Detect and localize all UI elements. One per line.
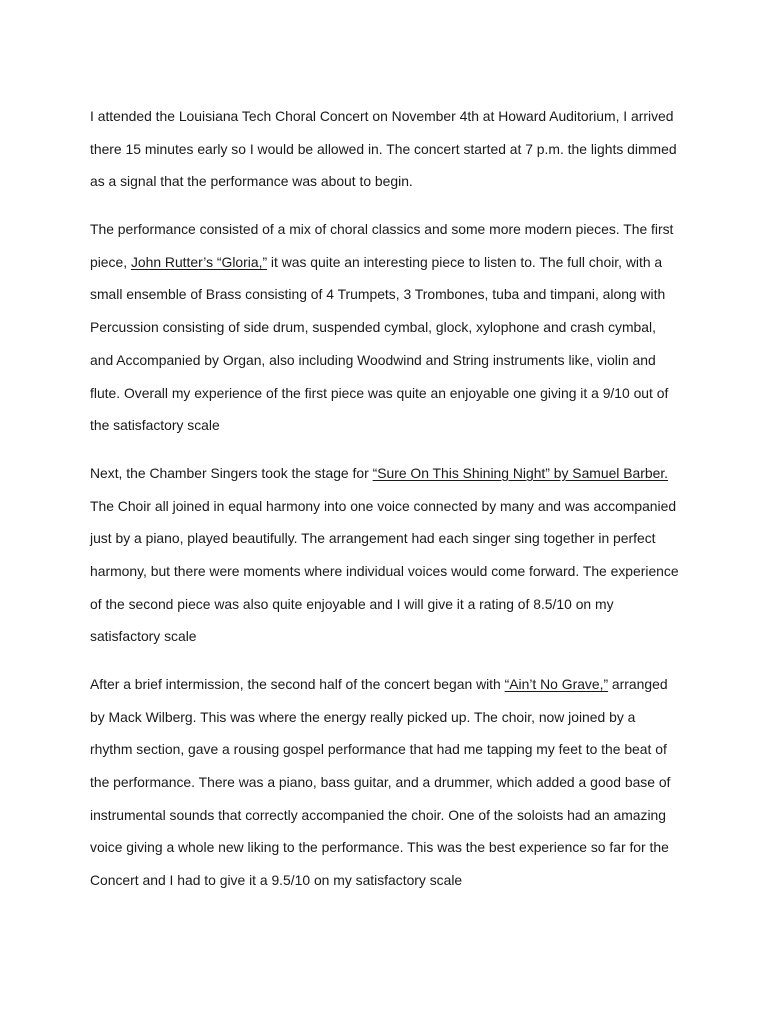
text-line	[90, 588, 690, 621]
text-line	[90, 165, 690, 198]
text-run: voice giving a whole new liking to the performance. This was the best experience so far for the	[90, 839, 669, 856]
document-body	[90, 100, 690, 912]
text-line	[90, 377, 690, 410]
text-line	[90, 555, 690, 588]
text-line	[90, 522, 690, 555]
text-run: the performance. There was a piano, bass guitar, and a drummer, which added a good base of	[90, 774, 671, 791]
text-run: there 15 minutes early so I would be allowed in. The concert started at 7 p.m. the lights dimmed	[90, 140, 677, 157]
text-line	[90, 766, 690, 799]
underlined-title: “Sure On This Shining Night” by Samuel Barber.	[372, 464, 669, 481]
text-run: just by a piano, played beautifully. The arrangement had each singer sing together in perfect	[90, 530, 656, 547]
text-run: Next, the Chamber Singers took the stage for	[90, 464, 373, 481]
text-run: satisfactory scale	[90, 628, 197, 645]
text-run: of the second piece was also quite enjoyable and I will give it a rating of 8.5/10 on my	[90, 595, 614, 612]
paragraph	[90, 100, 690, 198]
text-run: flute. Overall my experience of the first piece was quite an enjoyable one giving it a 9/10 out of	[90, 384, 669, 401]
text-run: instrumental sounds that correctly accompanied the choir. One of the soloists had an amazing	[90, 806, 667, 823]
text-line	[90, 620, 690, 653]
text-line	[90, 100, 690, 133]
underlined-title: John Rutter’s “Gloria,”	[130, 253, 268, 270]
paragraph	[90, 213, 690, 442]
text-line	[90, 490, 690, 523]
text-line	[90, 278, 690, 311]
paragraph	[90, 457, 690, 653]
text-run: small ensemble of Brass consisting of 4 Trumpets, 3 Trombones, tuba and timpani, along with	[90, 286, 666, 303]
text-run: I attended the Louisiana Tech Choral Concert on November 4th at Howard Auditorium, I arrived	[90, 108, 674, 124]
paragraph	[90, 668, 690, 897]
text-line	[90, 133, 690, 166]
text-run: After a brief intermission, the second half of the concert began with	[90, 676, 505, 692]
text-run: by Mack Wilberg. This was where the energy really picked up. The choir, now joined by a	[90, 708, 636, 725]
text-line	[90, 457, 690, 490]
text-run: as a signal that the performance was about to begin.	[90, 173, 413, 190]
underlined-title: “Ain’t No Grave,”	[504, 676, 609, 692]
text-run: it was quite an interesting piece to listen to. The full choir, with a	[267, 253, 663, 270]
text-line	[90, 831, 690, 864]
text-line	[90, 246, 690, 279]
text-run: the satisfactory scale	[90, 417, 220, 434]
text-run: and Accompanied by Organ, also including Woodwind and String instruments like, violin and	[90, 351, 656, 368]
text-run: rhythm section, gave a rousing gospel performance that had me tapping my feet to the beat of	[90, 741, 667, 758]
text-run: arranged	[608, 676, 668, 692]
text-line	[90, 668, 690, 701]
text-line	[90, 409, 690, 442]
text-run: Concert and I had to give it a 9.5/10 on my satisfactory scale	[90, 872, 463, 889]
text-run: Percussion consisting of side drum, suspended cymbal, glock, xylophone and crash cymbal,	[90, 319, 656, 336]
text-line	[90, 344, 690, 377]
text-line	[90, 799, 690, 832]
text-line	[90, 213, 690, 246]
text-line	[90, 864, 690, 897]
text-run: piece,	[90, 253, 131, 270]
text-line	[90, 701, 690, 734]
text-line	[90, 733, 690, 766]
text-run: harmony, but there were moments where individual voices would come forward. The experience	[90, 562, 679, 579]
text-run: The Choir all joined in equal harmony into one voice connected by many and was accompanied	[90, 497, 677, 514]
text-run: The performance consisted of a mix of choral classics and some more modern pieces. The first	[90, 221, 674, 238]
text-line	[90, 311, 690, 344]
